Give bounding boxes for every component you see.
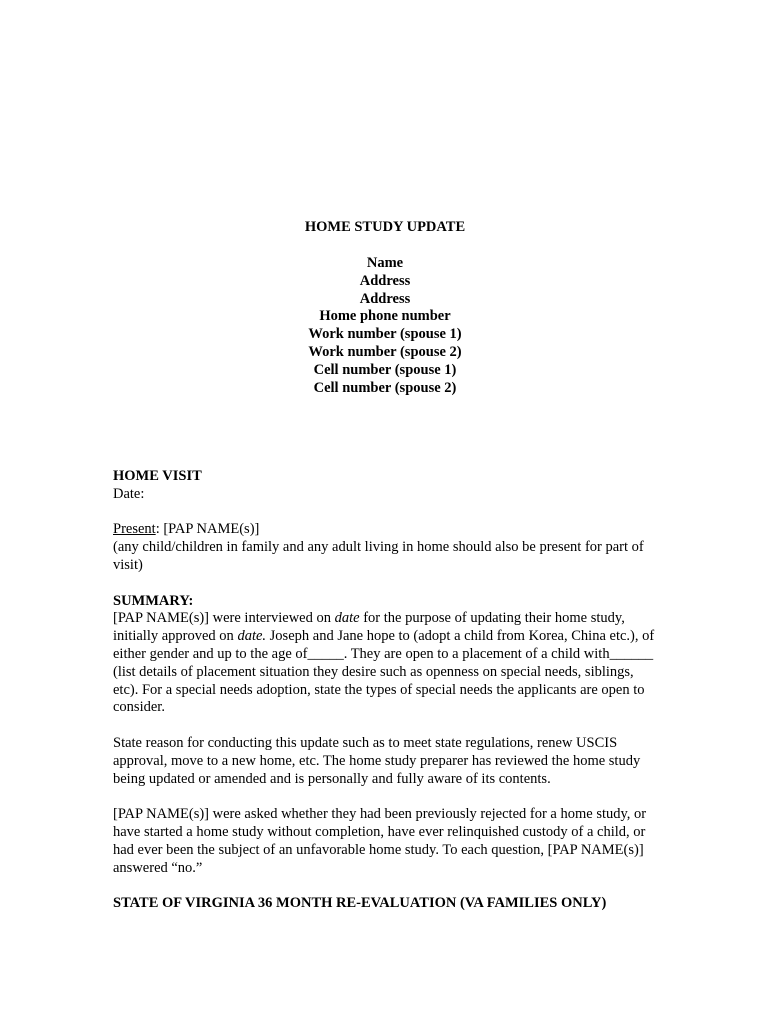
contact-work-spouse-1: Work number (spouse 1) <box>308 326 462 343</box>
contact-address-1: Address <box>359 272 411 289</box>
contact-home-phone: Home phone number <box>319 308 451 325</box>
home-visit-date: Date: <box>113 485 145 502</box>
contact-work-spouse-2: Work number (spouse 2) <box>308 343 462 360</box>
summary-heading: SUMMARY: <box>113 592 194 609</box>
contact-name: Name <box>366 255 404 271</box>
contact-cell-spouse-1: Cell number (spouse 1) <box>313 361 457 378</box>
summary-paragraph-2: State reason for conducting this update such as to meet state regulations, renew USCIS approval, move to a new home, etc. The home study preparer has reviewed the home study being updated or amended and is personally and fully aware of its contents. <box>113 734 641 787</box>
summary-paragraph-3: [PAP NAME(s)] were asked whether they had been previously rejected for a home study, or have started a home study without completion, have ever relinquished custody of a child, or had ever been the subject of an unfavorable home study. To each question, [PAP NAME(s)] answered “no.” <box>113 806 647 876</box>
home-visit-heading: HOME VISIT <box>113 468 202 484</box>
summary-paragraph-1: [PAP NAME(s)] were interviewed on date for the purpose of updating their home study, initially approved on date. Joseph and Jane hope to (adopt a child from Korea, China etc.), of either gender and up to the age of_____. They are open to a placement of a child with______ (list details of placement situation they desire such as openness on special needs, siblings, etc). For a special needs adoption, state the types of special needs the applicants are open to consider. <box>113 610 655 716</box>
date-placeholder: date <box>334 610 360 627</box>
present-label: Present <box>113 521 156 538</box>
document-body <box>113 468 661 913</box>
present-value: : [PAP NAME(s)] <box>155 521 260 538</box>
contact-cell-spouse-2: Cell number (spouse 2) <box>313 379 457 396</box>
document-title: HOME STUDY UPDATE <box>304 219 466 235</box>
contact-block <box>0 255 770 397</box>
present-line <box>113 521 661 539</box>
virginia-reevaluation-heading: STATE OF VIRGINIA 36 MONTH RE-EVALUATION (VA FAMILIES ONLY) <box>113 895 607 912</box>
contact-address-2: Address <box>359 290 411 307</box>
present-note: (any child/children in family and any adult living in home should also be present for part of visit) <box>113 539 644 573</box>
date-placeholder: date. <box>237 628 267 645</box>
